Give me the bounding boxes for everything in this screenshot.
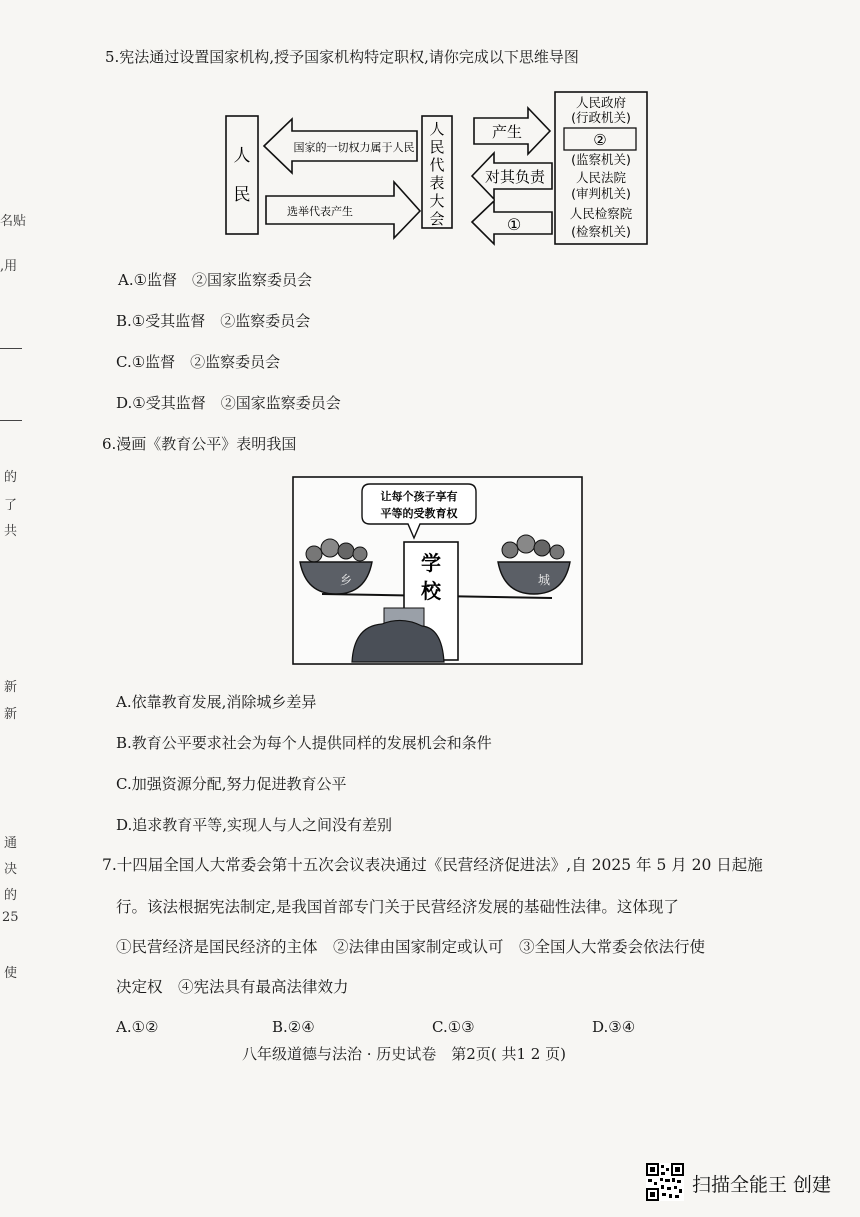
congress-char: 民 [429,138,445,156]
q5-mind-map-diagram [222,86,652,250]
margin-text: 共 [4,524,18,539]
organ-court: 人民法院 [575,170,627,185]
q6-option-b: B.教育公平要求社会为每个人提供同样的发展机会和条件 [116,734,492,752]
responsible-label: 对其负责 [484,168,546,186]
organ-gov-type: (行政机关) [571,110,631,125]
margin-text: ,用 [0,259,18,274]
people-label: 人 [233,146,251,166]
school-char-1: 学 [421,551,441,575]
q5-option-d: D.①受其监督 ②国家监察委员会 [116,394,341,412]
margin-text: 决 [4,862,18,877]
q6-option-d: D.追求教育平等,实现人与人之间没有差别 [116,816,393,834]
q7-option-c: C.①③ [432,1018,475,1036]
bubble-text-line2: 平等的受教育权 [380,507,458,520]
left-pan-label: 乡 [340,573,353,587]
q5-option-b: B.①受其监督 ②监察委员会 [116,312,311,330]
margin-rule [0,348,22,349]
page-footer: 八年级道德与法治 · 历史试卷 第2页( 共1 2 页) [242,1045,566,1063]
school-char-2: 校 [421,579,441,603]
congress-char: 人 [429,120,445,138]
margin-text: 的 [4,470,18,485]
question-7-line1: 7.十四届全国人大常委会第十五次会议表决通过《民营经济促进法》,自 2025 年 5 月 20 日起施 [102,856,763,874]
people-box [226,116,258,234]
arrow-top-label: 国家的一切权力属于人民 [293,141,415,154]
left-pan [300,539,372,594]
margin-text: 新 [4,680,18,695]
q6-option-c: C.加强资源分配,努力促进教育公平 [116,775,347,793]
bubble-text-line1: 让每个孩子享有 [380,490,458,503]
q7-option-d: D.③④ [592,1018,636,1036]
organ-procuratorate-type: (检察机关) [571,224,631,239]
blank-2-label: ② [593,131,607,149]
congress-char: 大 [429,192,445,210]
congress-char: 表 [429,174,445,192]
organ-gov: 人民政府 [575,95,627,110]
congress-char: 代 [429,156,445,174]
q7-option-a: A.①② [116,1018,159,1036]
organ-court-type: (审判机关) [571,186,631,201]
scanner-watermark: 扫描全能王 创建 [692,1174,832,1196]
q5-option-c: C.①监督 ②监察委员会 [116,353,281,371]
question-7-line4: 决定权 ④宪法具有最高法律效力 [116,978,349,996]
margin-text: 使 [4,966,18,981]
margin-text: 新 [4,707,18,722]
right-pan-label: 城 [538,573,551,587]
margin-rule [0,420,22,421]
organ-procuratorate: 人民检察院 [569,206,633,221]
qr-code-icon [646,1163,684,1201]
blank-1-label: ① [506,215,522,234]
question-5-stem: 5.宪法通过设置国家机构,授予国家机构特定职权,请你完成以下思维导图 [105,48,579,66]
margin-text: 通 [4,836,18,851]
q7-option-b: B.②④ [272,1018,315,1036]
q5-option-a: A.①监督 ②国家监察委员会 [118,271,313,289]
question-7-line3: ①民营经济是国民经济的主体 ②法律由国家制定或认可 ③全国人大常委会依法行使 [116,938,706,956]
produce-label: 产生 [491,123,523,141]
margin-text: 的 [4,888,18,903]
question-7-line2: 行。该法根据宪法制定,是我国首部专门关于民营经济发展的基础性法律。这体现了 [116,898,679,916]
margin-text: 名贴 [0,214,27,229]
margin-text: 25 [2,910,19,925]
congress-char: 会 [429,210,445,228]
q6-option-a: A.依靠教育发展,消除城乡差异 [116,693,317,711]
people-label: 民 [233,185,251,205]
margin-text: 了 [4,498,18,513]
organ-supervision: (监察机关) [571,152,631,167]
education-fairness-cartoon [292,476,584,666]
arrow-bottom-label: 选举代表产生 [287,205,353,218]
question-6-stem: 6.漫画《教育公平》表明我国 [102,435,297,453]
